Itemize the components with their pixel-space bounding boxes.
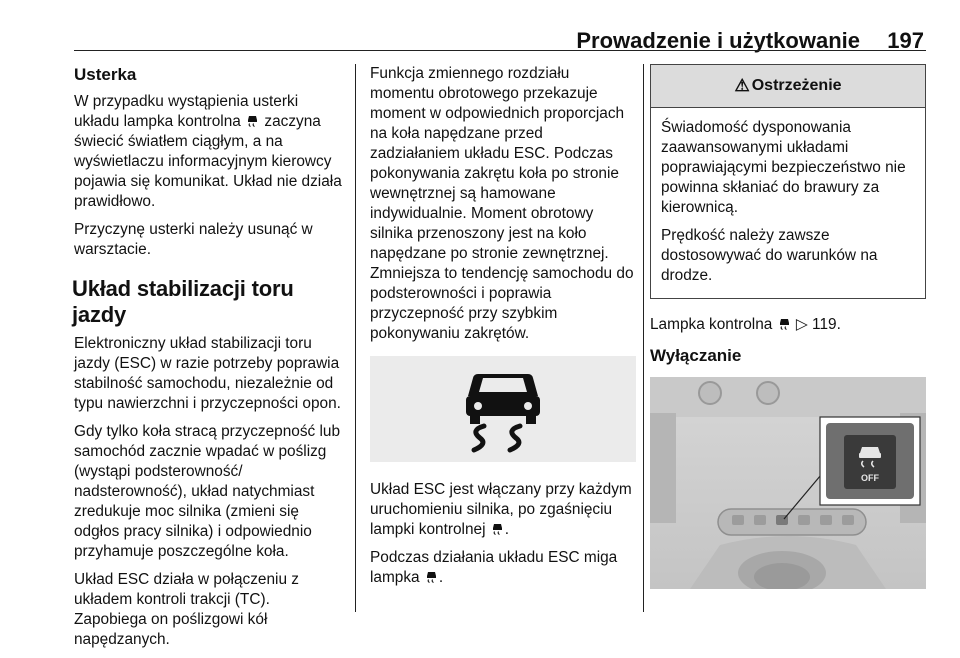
section-heading-usterka: Usterka [74, 65, 137, 84]
esc-off-label: OFF [861, 473, 879, 483]
text-run: . [504, 521, 510, 538]
center-console-illustration [650, 377, 926, 589]
page-header-title: Prowadzenie i użytkowanie [576, 28, 860, 53]
column-divider [355, 64, 356, 612]
warning-box [650, 64, 926, 299]
paragraph: Prędkość należy zawsze dostosowywać do warunków na drodze. [661, 227, 878, 284]
warning-triangle-icon: ⚠ [734, 76, 750, 95]
section-title-esc: Układ stabilizacji toru jazdy [72, 276, 294, 327]
skidding-car-icon [458, 364, 548, 454]
paragraph [370, 548, 636, 588]
text-run: W przypadku wystąpienia usterki układu lampka kontrolna [74, 93, 299, 130]
esc-indicator-icon [426, 571, 437, 583]
section-heading-wylaczanie: Wyłączanie [650, 346, 742, 365]
esc-symbol-figure [370, 356, 636, 462]
paragraph: Elektroniczny układ stabilizacji toru jazdy (ESC) w razie potrzeby poprawia stabilność samochodu, niezależnie od typu nawierzchni i przyczepności opon. [74, 335, 341, 412]
text-run: Układ ESC jest włączany przy każdym uruchomieniu silnika, po zgaśnięciu lampki kontrolnej [370, 481, 632, 538]
header-rule [74, 50, 926, 51]
esc-indicator-icon [492, 523, 503, 535]
warning-title: Ostrzeżenie [751, 77, 842, 94]
esc-indicator-icon [247, 115, 258, 127]
paragraph: Świadomość dysponowania zaawansowanymi układami poprawiającymi bezpieczeństwo nie powinna skłaniać do brawury za kierownicą. [661, 119, 906, 216]
cross-reference [650, 315, 926, 335]
text-run: . [438, 569, 444, 586]
text-run: zaczyna świecić światłem ciągłym, a na wyświetlaczu informacyjnym kierowcy pojawia się komunikat. Układ nie działa prawidłowo. [74, 113, 342, 210]
column-left [74, 64, 342, 658]
text-run: Podczas działania układu ESC miga lampka [370, 549, 618, 586]
text-run: 119. [812, 316, 841, 333]
page-reference-arrow-icon: ▷ [795, 316, 808, 333]
paragraph: Przyczynę usterki należy usunąć w warsztacie. [74, 221, 313, 258]
column-right [650, 64, 926, 589]
warning-header [651, 65, 925, 108]
warning-body [651, 108, 925, 298]
paragraph: Funkcja zmiennego rozdziału momentu obrotowego przekazuje moment w odpowiednich proporcjach na koła napędzane przed zadziałaniem układu ESC. Podczas pokonywania zakrętu koła po stronie wewnętrznej są hamowane indywidualnie. Moment obrotowy silnika przenoszony jest na koło napędzane po stronie zewnętrznej. Zmniejsza to tendencję samochodu do podsterowności i poprawia przyczepność przy szybkim pokonywaniu zakrętów. [370, 65, 634, 342]
paragraph [74, 92, 342, 212]
paragraph: Gdy tylko koła stracą przyczepność lub samochód zacznie wpadać w poślizg (wystąpi podsterowność/ nadsterowność), układ natychmiast zredukuje moc silnika (zmieni się odgłos pracy silnika) i odpowiednio przyhamuje poszczególne koła. [74, 423, 341, 560]
text-run: Lampka kontrolna [650, 316, 773, 333]
column-divider [643, 64, 644, 612]
esc-indicator-icon [779, 318, 790, 330]
paragraph: Układ ESC działa w połączeniu z układem kontroli trakcji (TC). Zapobiega on poślizgowi kół napędzanych. [74, 571, 299, 648]
column-middle [370, 64, 636, 596]
dashboard-photo [650, 377, 926, 589]
page-number: 197 [887, 28, 924, 53]
paragraph [370, 480, 636, 540]
